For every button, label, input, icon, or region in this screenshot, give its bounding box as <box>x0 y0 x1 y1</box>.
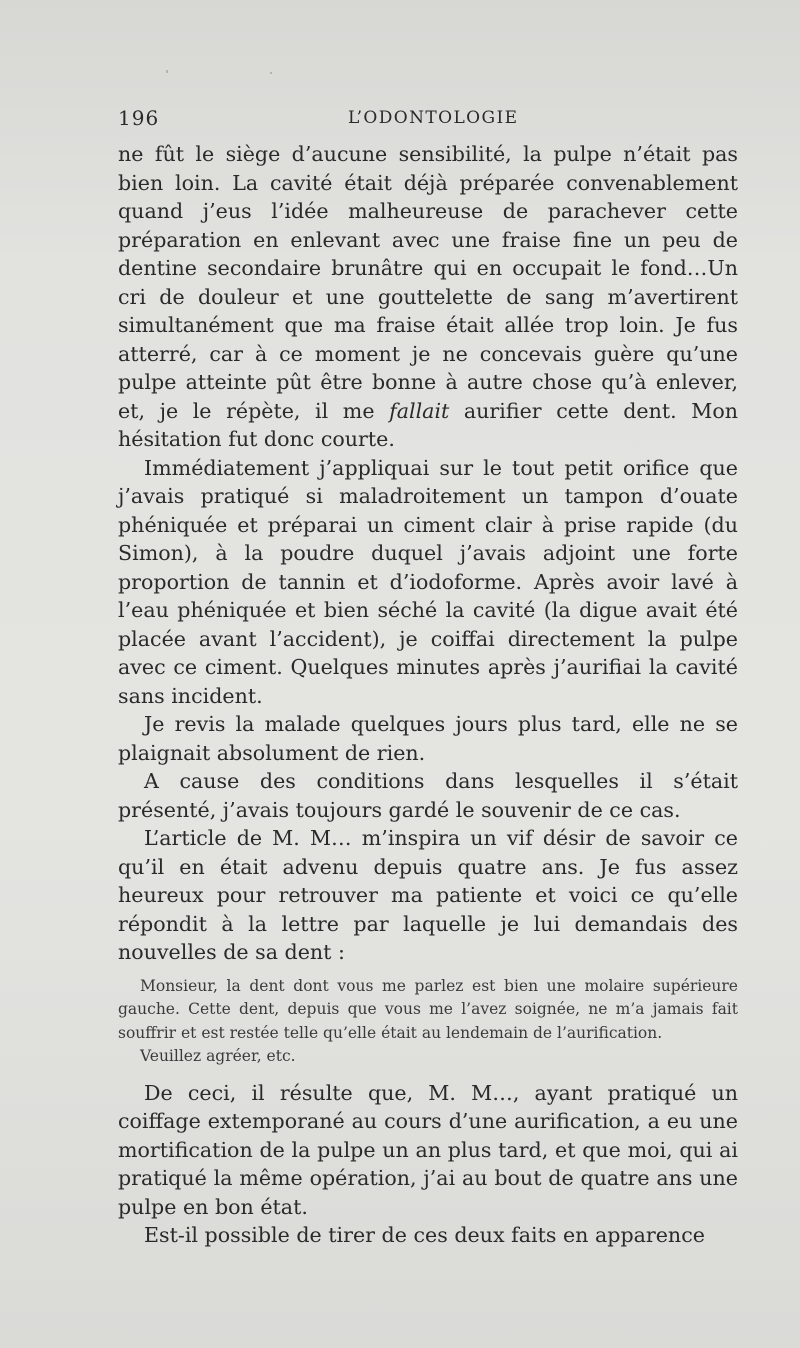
scan-speck <box>166 70 168 73</box>
paragraph-3: Je revis la malade quelques jours plus tard, elle ne se plaignait absolument de rien. <box>118 712 738 765</box>
paragraph-7: Est-il possible de tirer de ces deux faits en apparence <box>144 1223 705 1247</box>
body-text <box>118 140 738 1250</box>
running-title: L’ODONTOLOGIE <box>348 108 519 128</box>
paragraph-4: A cause des conditions dans lesquelles il s’était présenté, j’avais toujours gardé le souvenir de ce cas. <box>118 769 738 822</box>
paragraph-2: Immédiatement j’appliquai sur le tout petit orifice que j’avais pratiqué si maladroitement un tampon d’ouate phéniquée et préparai un ciment clair à prise rapide (du Simon), à la poudre duquel j’avais adjoint une forte proportion de tannin et d’iodoforme. Après avoir lavé à l’eau phéniquée et bien séché la cavité (la digue avait été placée avant l’accident), je coiffai directement la pulpe avec ce ciment. Quelques minutes après j’aurifiai la cavité sans incident. <box>118 455 738 708</box>
page-number: 196 <box>118 106 160 130</box>
paragraph-5: L’article de M. M… m’inspira un vif désir de savoir ce qu’il en était advenu depuis quatre ans. Je fus assez heureux pour retrouver ma patiente et voici ce qu’elle répondit à la lettre par laquelle je lui demandais des nouvelles de sa dent : <box>118 826 738 964</box>
paragraph-1-text: ne fût le siège d’aucune sensibilité, la pulpe n’était pas bien loin. La cavité était déjà préparée convenablement quand j’eus l’idée malheureuse de parachever cette préparation en enlevant avec une fraise fine un peu de dentine secondaire brunâtre qui en occupait le fond…Un cri de douleur et une gouttelette de sang m’avertirent simultanément que ma fraise était allée trop loin. Je fus atterré, car à ce moment je ne concevais guère qu’une pulpe atteinte pût être bonne à autre chose qu’à enlever, et, je le répète, il me <box>118 142 738 423</box>
scan-speck <box>270 72 272 74</box>
quoted-letter-signoff: Veuillez agréer, etc. <box>140 1047 296 1065</box>
paragraph-1-emphasis: fallait <box>389 398 450 423</box>
quoted-letter <box>118 975 738 1069</box>
paragraph-6: De ceci, il résulte que, M. M…, ayant pratiqué un coiffage extemporané au cours d’une aurification, a eu une mortification de la pulpe un an plus tard, et que moi, qui ai pratiqué la même opération, j’ai au bout de quatre ans une pulpe en bon état. <box>118 1080 738 1219</box>
quoted-letter-body: Monsieur, la dent dont vous me parlez est bien une molaire supérieure gauche. Cette dent, depuis que vous me l’avez soignée, ne m’a jamais fait souffrir et est restée telle qu’elle était au lendemain de l’aurification. <box>118 976 738 1042</box>
page-header <box>118 106 738 134</box>
paragraph-1-end: aurifier cette dent. Mon hésitation fut donc courte. <box>118 398 739 451</box>
paragraph-1 <box>118 140 738 454</box>
